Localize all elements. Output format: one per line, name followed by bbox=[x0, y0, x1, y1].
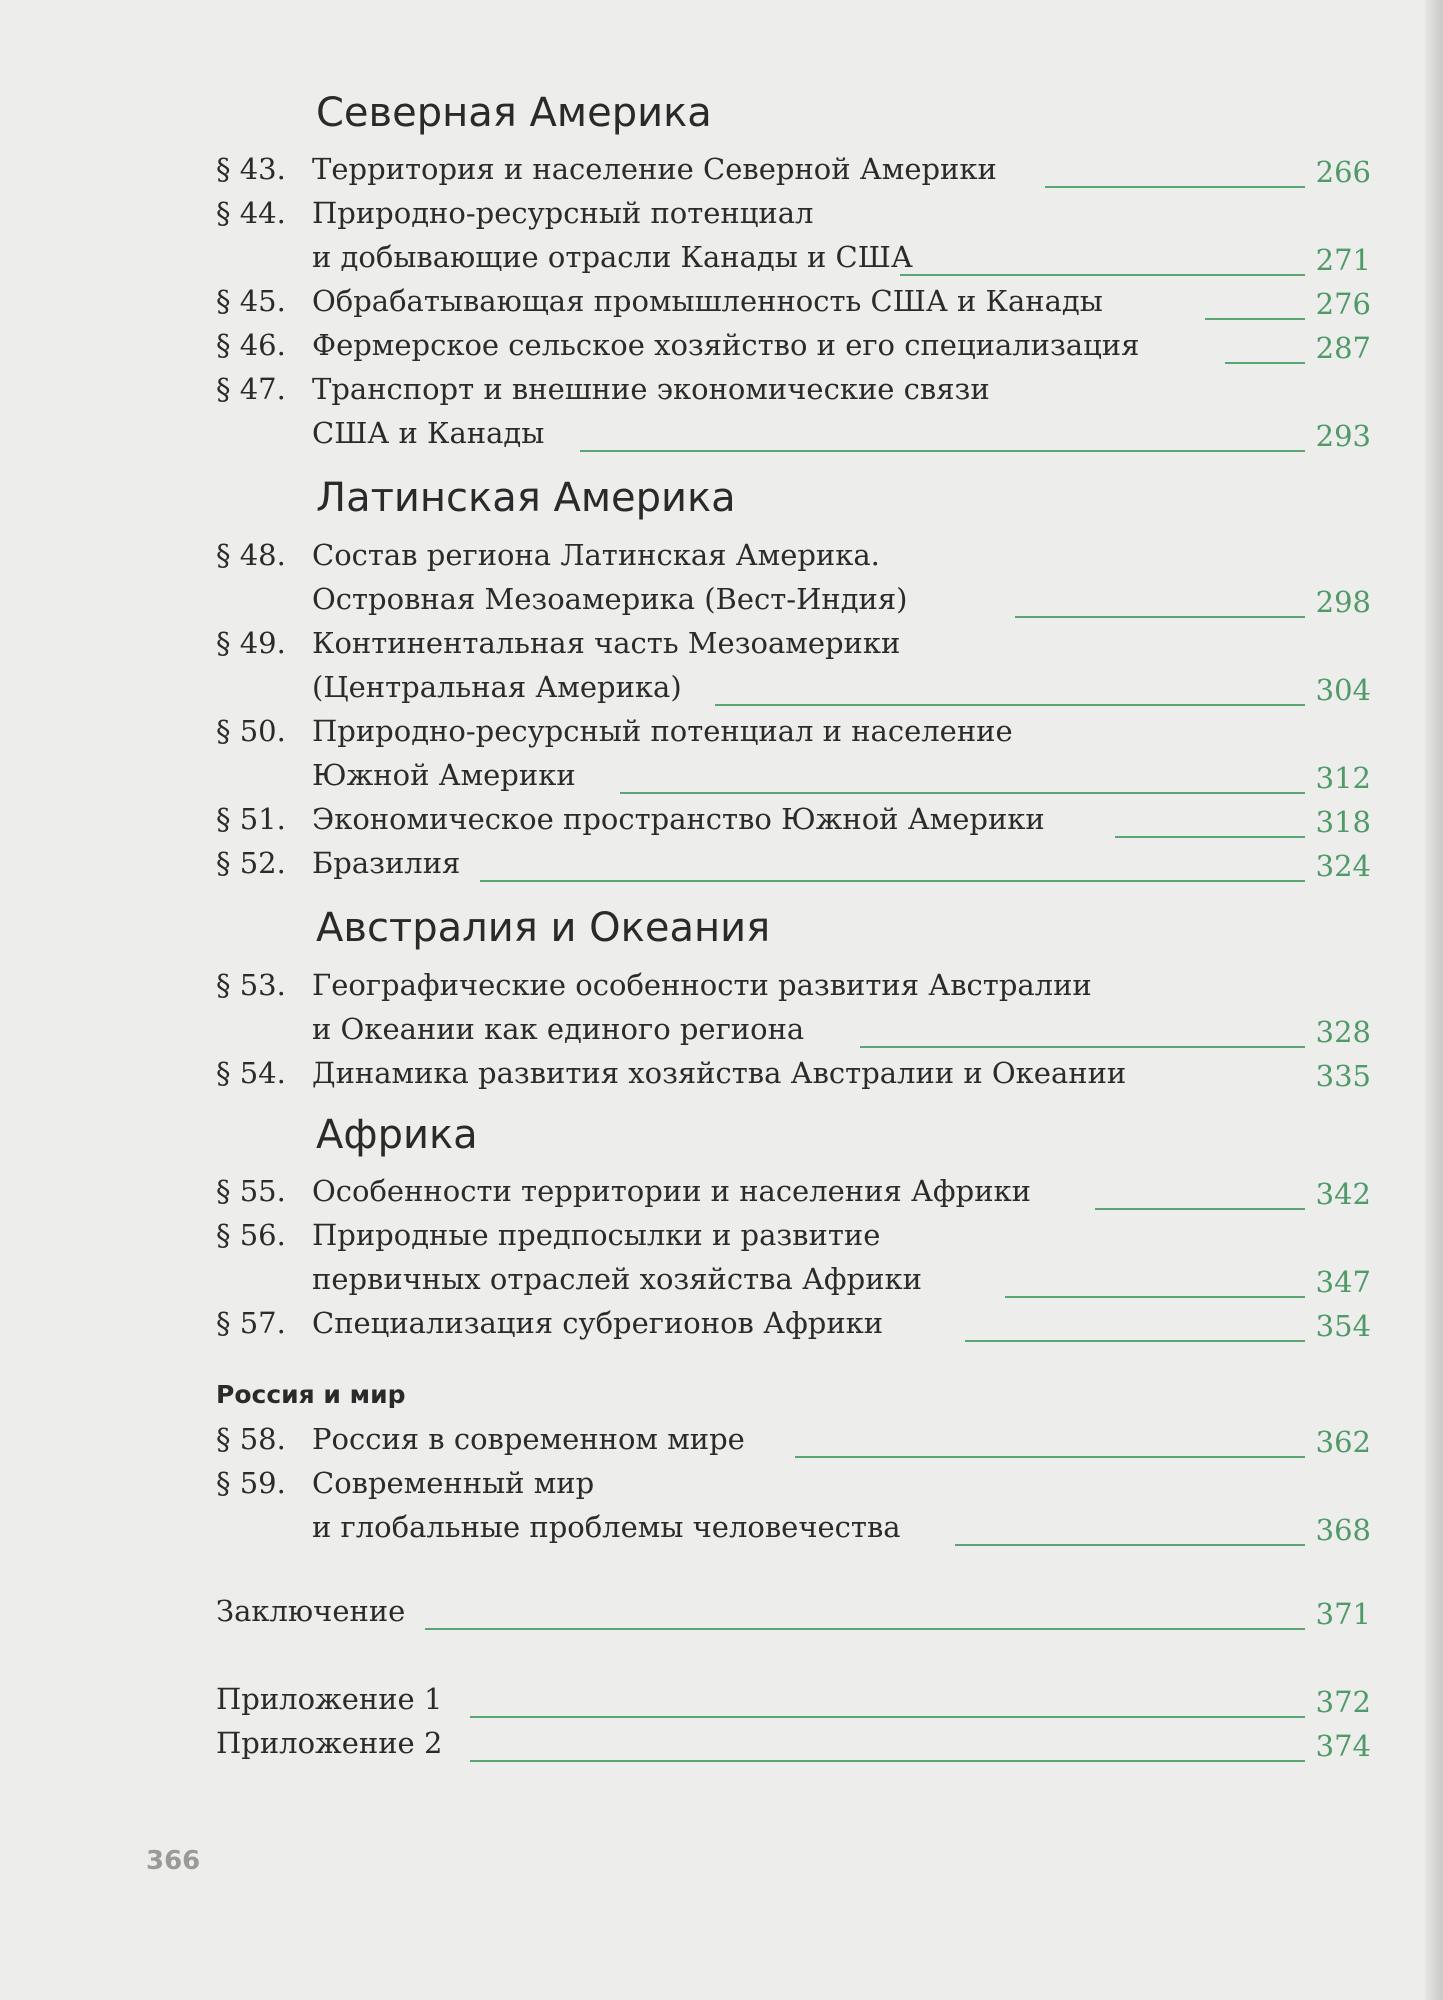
paragraph-number: § 46. bbox=[216, 328, 286, 362]
page-ref: 374 bbox=[1315, 1729, 1371, 1763]
entry-title-line: Приложение 1 bbox=[216, 1682, 443, 1716]
leader-line bbox=[470, 1760, 1305, 1762]
paragraph-number: § 58. bbox=[216, 1422, 286, 1456]
page-ref: 266 bbox=[1315, 155, 1371, 189]
paragraph-number: § 44. bbox=[216, 196, 286, 230]
section-heading-russia-world: Россия и мир bbox=[216, 1380, 406, 1409]
leader-line bbox=[900, 274, 1305, 276]
leader-line bbox=[795, 1456, 1305, 1458]
page-ref: 271 bbox=[1315, 243, 1371, 277]
entry-title-line: Динамика развития хозяйства Австралии и Океании bbox=[312, 1056, 1127, 1090]
entry-title-line: Территория и население Северной Америки bbox=[312, 152, 997, 186]
paragraph-number: § 48. bbox=[216, 538, 286, 572]
leader-line bbox=[955, 1544, 1305, 1546]
leader-line bbox=[1115, 836, 1305, 838]
leader-line bbox=[620, 792, 1305, 794]
entry-title-line: первичных отраслей хозяйства Африки bbox=[312, 1262, 922, 1296]
page-ref: 293 bbox=[1315, 419, 1371, 453]
page-edge-shadow bbox=[1425, 0, 1443, 2000]
entry-title-line: США и Канады bbox=[312, 416, 545, 450]
page-ref: 342 bbox=[1315, 1177, 1371, 1211]
entry-title-line: Россия в современном мире bbox=[312, 1422, 745, 1456]
paragraph-number: § 51. bbox=[216, 802, 286, 836]
page-ref: 354 bbox=[1315, 1309, 1371, 1343]
paragraph-number: § 52. bbox=[216, 846, 286, 880]
entry-title-line: Экономическое пространство Южной Америки bbox=[312, 802, 1045, 836]
paragraph-number: § 43. bbox=[216, 152, 286, 186]
page-ref: 347 bbox=[1315, 1265, 1371, 1299]
page-ref: 335 bbox=[1315, 1059, 1371, 1093]
section-heading-africa: Африка bbox=[316, 1112, 478, 1158]
leader-line bbox=[480, 880, 1305, 882]
paragraph-number: § 55. bbox=[216, 1174, 286, 1208]
paragraph-number: § 49. bbox=[216, 626, 286, 660]
paragraph-number: § 54. bbox=[216, 1056, 286, 1090]
entry-title-line: Особенности территории и населения Африки bbox=[312, 1174, 1031, 1208]
entry-title-line: Современный мир bbox=[312, 1466, 595, 1500]
section-heading-latin-america: Латинская Америка bbox=[316, 475, 736, 521]
leader-line bbox=[1045, 186, 1305, 188]
leader-line bbox=[425, 1628, 1305, 1630]
page-ref: 362 bbox=[1315, 1425, 1371, 1459]
entry-title-line: Южной Америки bbox=[312, 758, 576, 792]
entry-title-line: (Центральная Америка) bbox=[312, 670, 682, 704]
entry-title-line: Островная Мезоамерика (Вест-Индия) bbox=[312, 582, 908, 616]
entry-title-line: Природные предпосылки и развитие bbox=[312, 1218, 881, 1252]
leader-line bbox=[580, 450, 1305, 452]
entry-title-line: Приложение 2 bbox=[216, 1726, 443, 1760]
entry-title-line: Бразилия bbox=[312, 846, 461, 880]
leader-line bbox=[1095, 1208, 1305, 1210]
entry-title-line: и добывающие отрасли Канады и США bbox=[312, 240, 913, 274]
page-ref: 276 bbox=[1315, 287, 1371, 321]
page-ref: 324 bbox=[1315, 849, 1371, 883]
paragraph-number: § 45. bbox=[216, 284, 286, 318]
paragraph-number: § 57. bbox=[216, 1306, 286, 1340]
leader-line bbox=[470, 1716, 1305, 1718]
page-ref: 304 bbox=[1315, 673, 1371, 707]
page-number: 366 bbox=[146, 1846, 201, 1876]
paragraph-number: § 50. bbox=[216, 714, 286, 748]
entry-title-line: Обрабатывающая промышленность США и Канады bbox=[312, 284, 1103, 318]
entry-title-line: Географические особенности развития Австралии bbox=[312, 968, 1092, 1002]
entry-title-line: Транспорт и внешние экономические связи bbox=[312, 372, 990, 406]
leader-line bbox=[715, 704, 1305, 706]
page-ref: 318 bbox=[1315, 805, 1371, 839]
page-ref: 371 bbox=[1315, 1597, 1371, 1631]
entry-title-line: Фермерское сельское хозяйство и его специализация bbox=[312, 328, 1140, 362]
leader-line bbox=[1015, 616, 1305, 618]
entry-title-line: Специализация субрегионов Африки bbox=[312, 1306, 884, 1340]
entry-title-line: Континентальная часть Мезоамерики bbox=[312, 626, 901, 660]
page-ref: 312 bbox=[1315, 761, 1371, 795]
paragraph-number: § 56. bbox=[216, 1218, 286, 1252]
page-ref: 372 bbox=[1315, 1685, 1371, 1719]
page-ref: 287 bbox=[1315, 331, 1371, 365]
entry-title-line: и Океании как единого региона bbox=[312, 1012, 805, 1046]
entry-title-line: Состав региона Латинская Америка. bbox=[312, 538, 880, 572]
section-heading-australia-oceania: Австралия и Океания bbox=[316, 905, 771, 951]
leader-line bbox=[1005, 1296, 1305, 1298]
leader-line bbox=[860, 1046, 1305, 1048]
leader-line bbox=[965, 1340, 1305, 1342]
page-ref: 328 bbox=[1315, 1015, 1371, 1049]
page-ref: 368 bbox=[1315, 1513, 1371, 1547]
entry-title-line: Природно-ресурсный потенциал bbox=[312, 196, 814, 230]
entry-title-line: и глобальные проблемы человечества bbox=[312, 1510, 901, 1544]
entry-title-line: Природно-ресурсный потенциал и население bbox=[312, 714, 1013, 748]
paragraph-number: § 47. bbox=[216, 372, 286, 406]
section-heading-north-america: Северная Америка bbox=[316, 90, 712, 136]
entry-title-line: Заключение bbox=[216, 1594, 406, 1628]
paragraph-number: § 53. bbox=[216, 968, 286, 1002]
paragraph-number: § 59. bbox=[216, 1466, 286, 1500]
page-ref: 298 bbox=[1315, 585, 1371, 619]
